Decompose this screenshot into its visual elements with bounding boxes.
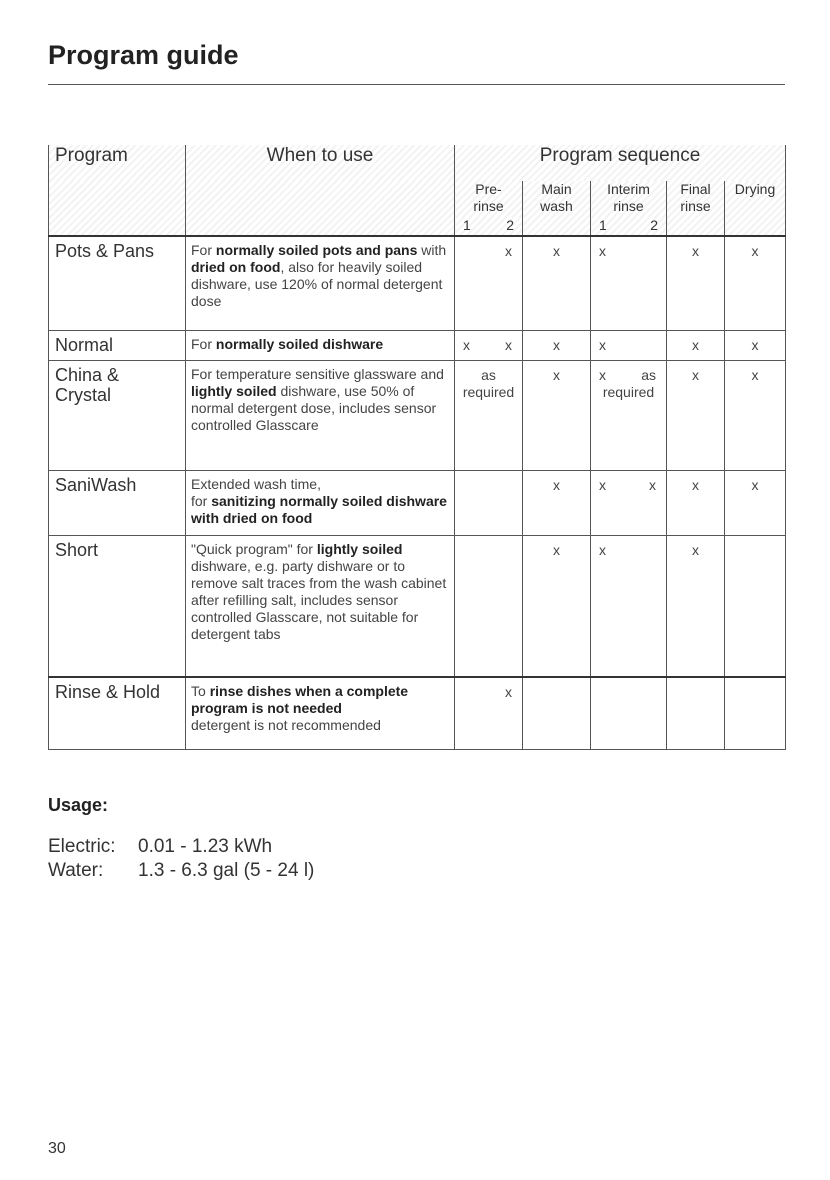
interim-cell bbox=[591, 470, 667, 535]
electric-value: 0.01 - 1.23 kWh bbox=[138, 836, 273, 857]
main-wash-mark: x bbox=[523, 330, 591, 360]
table-row bbox=[49, 470, 786, 535]
program-description: To rinse dishes when a complete program is not needed detergent is not recommended bbox=[186, 677, 455, 749]
prerinse-cell bbox=[455, 470, 523, 535]
drying-mark: x bbox=[725, 236, 786, 330]
title-divider bbox=[48, 84, 785, 85]
prerinse-cell bbox=[455, 330, 523, 360]
prerinse-cell bbox=[455, 677, 523, 749]
electric-label: Electric: bbox=[48, 836, 116, 857]
subheader-drying: Drying bbox=[725, 181, 786, 236]
usage-water bbox=[48, 860, 448, 882]
program-name: Normal bbox=[49, 330, 186, 360]
interim-cell bbox=[591, 236, 667, 330]
interim-2-mark: as bbox=[641, 366, 656, 383]
program-guide-table bbox=[48, 145, 786, 750]
drying-mark: x bbox=[725, 360, 786, 470]
final-rinse-mark: x bbox=[667, 360, 725, 470]
program-description: "Quick program" for lightly soiled dishware, e.g. party dishware or to remove salt traces from the wash cabinet after refilling salt, includes sensor controlled Glasscare, not suitable for detergent tabs bbox=[186, 535, 455, 677]
table-row bbox=[49, 360, 786, 470]
interim-1-mark: x bbox=[599, 476, 606, 493]
interim-number-1: 1 bbox=[599, 217, 607, 233]
header-filler-when bbox=[186, 181, 455, 236]
subheader-prerinse-numbers bbox=[455, 217, 523, 236]
prerinse-as-required: as required bbox=[455, 360, 523, 470]
drying-mark bbox=[725, 677, 786, 749]
program-name: Pots & Pans bbox=[49, 236, 186, 330]
main-wash-mark: x bbox=[523, 535, 591, 677]
interim-cell bbox=[591, 360, 667, 470]
subheader-interim-rinse: Interim rinse bbox=[591, 181, 667, 217]
column-header-program: Program bbox=[49, 145, 186, 181]
subheader-prerinse: Pre- rinse bbox=[455, 181, 523, 217]
prerinse-1-mark: x bbox=[463, 336, 470, 353]
prerinse-2-mark: x bbox=[505, 684, 512, 700]
water-value: 1.3 - 6.3 gal (5 - 24 l) bbox=[138, 860, 315, 881]
table-row bbox=[49, 677, 786, 749]
interim-1-mark: x bbox=[599, 243, 606, 259]
subheader-interim-numbers bbox=[591, 217, 667, 236]
page-title: Program guide bbox=[48, 40, 239, 70]
prerinse-2-mark: x bbox=[505, 336, 512, 353]
program-name: Rinse & Hold bbox=[49, 677, 186, 749]
subheader-final-rinse: Final rinse bbox=[667, 181, 725, 236]
program-description: For normally soiled dishware bbox=[186, 330, 455, 360]
program-description: For temperature sensitive glassware and lightly soiled dishware, use 50% of normal detergent dose, includes sensor controlled Glasscare bbox=[186, 360, 455, 470]
interim-1-mark: x bbox=[599, 366, 606, 383]
prerinse-number-1: 1 bbox=[463, 217, 471, 233]
column-header-when-to-use: When to use bbox=[186, 145, 455, 181]
subheader-main-wash: Main wash bbox=[523, 181, 591, 236]
program-name: Short bbox=[49, 535, 186, 677]
final-rinse-mark bbox=[667, 677, 725, 749]
prerinse-cell bbox=[455, 236, 523, 330]
prerinse-2-mark: x bbox=[505, 243, 512, 259]
prerinse-cell bbox=[455, 535, 523, 677]
table-row bbox=[49, 330, 786, 360]
main-wash-mark bbox=[523, 677, 591, 749]
main-wash-mark: x bbox=[523, 470, 591, 535]
table-row bbox=[49, 535, 786, 677]
interim-cell bbox=[591, 330, 667, 360]
interim-cell bbox=[591, 677, 667, 749]
final-rinse-mark: x bbox=[667, 236, 725, 330]
column-header-program-sequence: Program sequence bbox=[455, 145, 786, 181]
final-rinse-mark: x bbox=[667, 535, 725, 677]
main-wash-mark: x bbox=[523, 236, 591, 330]
interim-2-mark: x bbox=[649, 476, 656, 493]
final-rinse-mark: x bbox=[667, 330, 725, 360]
usage-heading: Usage: bbox=[48, 795, 109, 815]
interim-cell bbox=[591, 535, 667, 677]
program-name: SaniWash bbox=[49, 470, 186, 535]
header-filler-program bbox=[49, 181, 186, 236]
interim-1-mark: x bbox=[599, 336, 606, 353]
prerinse-number-2: 2 bbox=[506, 217, 514, 233]
final-rinse-mark: x bbox=[667, 470, 725, 535]
main-wash-mark: x bbox=[523, 360, 591, 470]
page-number: 30 bbox=[48, 1140, 66, 1157]
usage-electric bbox=[48, 836, 448, 858]
program-description: Extended wash time, for sanitizing normally soiled dishware with dried on food bbox=[186, 470, 455, 535]
drying-mark: x bbox=[725, 470, 786, 535]
interim-number-2: 2 bbox=[650, 217, 658, 233]
interim-as-required: required bbox=[602, 383, 655, 400]
program-description: For normally soiled pots and pans with dried on food, also for heavily soiled dishware, use 120% of normal detergent dose bbox=[186, 236, 455, 330]
water-label: Water: bbox=[48, 860, 104, 881]
program-name: China & Crystal bbox=[49, 360, 186, 470]
table-row bbox=[49, 236, 786, 330]
drying-mark: x bbox=[725, 330, 786, 360]
interim-1-mark: x bbox=[599, 541, 606, 558]
drying-mark bbox=[725, 535, 786, 677]
